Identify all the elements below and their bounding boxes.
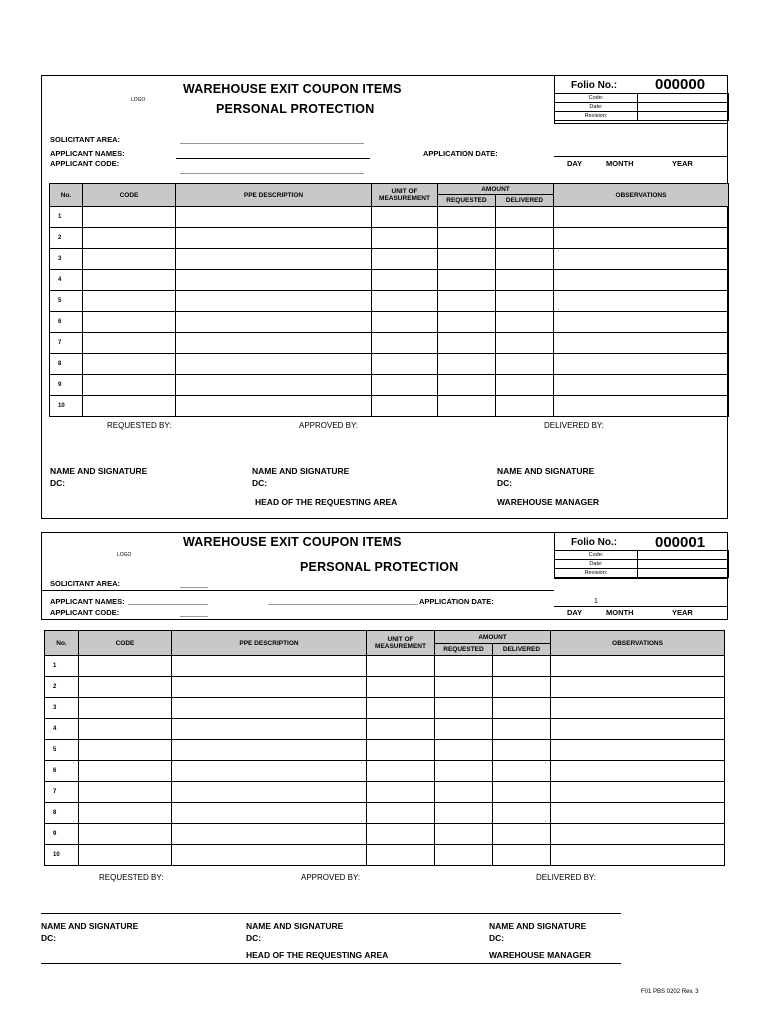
coupon-2-folio-label: Folio No.:	[571, 537, 618, 548]
coupon-2-dc-1: DC:	[41, 933, 57, 943]
cell-requested[interactable]	[435, 824, 493, 845]
header-no: No.	[45, 631, 79, 656]
table-row	[50, 354, 729, 375]
row-number: 8	[50, 354, 83, 375]
header-unit-line2: MEASUREMENT	[375, 643, 426, 650]
cell-requested[interactable]	[438, 207, 496, 228]
cell-requested[interactable]	[435, 740, 493, 761]
cell-requested[interactable]	[435, 782, 493, 803]
table-row	[50, 396, 729, 417]
cell-observations[interactable]	[551, 698, 725, 719]
coupon-2-delivered-by: DELIVERED BY:	[536, 873, 597, 882]
table-row	[45, 719, 725, 740]
cell-requested[interactable]	[438, 354, 496, 375]
header-delivered: DELIVERED	[496, 195, 554, 207]
header-code: CODE	[79, 631, 172, 656]
meta-revision-label: Revision:	[555, 112, 638, 121]
coupon-1-solicitant-area-field[interactable]	[180, 143, 364, 144]
cell-ppe[interactable]	[172, 845, 367, 866]
row-number: 2	[45, 677, 79, 698]
coupon-2-date-day: DAY	[567, 608, 583, 617]
table-row	[45, 782, 725, 803]
coupon-2-folio-number[interactable]: 000001	[655, 534, 706, 551]
cell-delivered[interactable]	[496, 207, 554, 228]
row-number: 9	[45, 824, 79, 845]
cell-ppe[interactable]	[172, 803, 367, 824]
cell-delivered[interactable]	[496, 291, 554, 312]
header-delivered: DELIVERED	[493, 644, 551, 656]
cell-unit[interactable]	[367, 740, 435, 761]
cell-unit[interactable]	[367, 677, 435, 698]
coupon-2-items-table	[44, 630, 725, 866]
coupon-2-signature-2: NAME AND SIGNATURE	[246, 921, 344, 931]
cell-requested[interactable]	[435, 845, 493, 866]
cell-delivered[interactable]	[496, 228, 554, 249]
coupon-2-header-close	[41, 619, 728, 620]
coupon-1-date-month: MONTH	[606, 159, 634, 168]
table-row	[50, 270, 729, 291]
coupon-2-warehouse-manager: WAREHOUSE MANAGER	[489, 950, 592, 960]
cell-observations[interactable]	[551, 656, 725, 677]
coupon-2-meta-table	[554, 550, 729, 578]
cell-code[interactable]	[83, 228, 176, 249]
coupon-1-applicant-code-label: APPLICANT CODE:	[50, 159, 120, 168]
cell-observations[interactable]	[554, 396, 729, 417]
cell-unit[interactable]	[372, 354, 438, 375]
meta-date-label: Date:	[555, 103, 638, 112]
row-number: 7	[50, 333, 83, 354]
table-row	[50, 207, 729, 228]
cell-code[interactable]	[79, 803, 172, 824]
coupon-1-subtitle: PERSONAL PROTECTION	[216, 102, 375, 116]
cell-code[interactable]	[83, 312, 176, 333]
cell-delivered[interactable]	[496, 312, 554, 333]
cell-unit[interactable]	[372, 333, 438, 354]
cell-code[interactable]	[79, 719, 172, 740]
cell-delivered[interactable]	[493, 656, 551, 677]
cell-delivered[interactable]	[493, 782, 551, 803]
cell-ppe[interactable]	[172, 698, 367, 719]
cell-requested[interactable]	[435, 698, 493, 719]
cell-unit[interactable]	[372, 228, 438, 249]
meta-date-label: Date:	[555, 560, 638, 569]
header-requested: REQUESTED	[438, 195, 496, 207]
cell-requested[interactable]	[438, 270, 496, 291]
cell-delivered[interactable]	[496, 396, 554, 417]
cell-code[interactable]	[79, 740, 172, 761]
meta-revision-label: Revision:	[555, 569, 638, 578]
cell-delivered[interactable]	[493, 719, 551, 740]
row-number: 9	[50, 375, 83, 396]
coupon-2-solicitant-area-label: SOLICITANT AREA:	[50, 579, 120, 588]
cell-ppe[interactable]	[172, 782, 367, 803]
cell-unit[interactable]	[372, 312, 438, 333]
cell-observations[interactable]	[551, 803, 725, 824]
cell-observations[interactable]	[554, 249, 729, 270]
coupon-1-logo: LOGO	[131, 97, 146, 103]
row-number: 6	[50, 312, 83, 333]
cell-requested[interactable]	[435, 761, 493, 782]
cell-unit[interactable]	[367, 803, 435, 824]
table-row	[45, 740, 725, 761]
cell-observations[interactable]	[551, 824, 725, 845]
coupon-1-folio-label: Folio No.:	[571, 80, 618, 91]
coupon-1-date-year: YEAR	[672, 159, 693, 168]
cell-ppe[interactable]	[172, 677, 367, 698]
row-number: 3	[45, 698, 79, 719]
coupon-2-requested-by: REQUESTED BY:	[99, 873, 164, 882]
cell-unit[interactable]	[372, 207, 438, 228]
cell-requested[interactable]	[438, 228, 496, 249]
table-row	[45, 698, 725, 719]
coupon-2-dc-2: DC:	[246, 933, 262, 943]
row-number: 5	[50, 291, 83, 312]
meta-code-value[interactable]	[638, 94, 729, 103]
coupon-1-requested-by: REQUESTED BY:	[107, 421, 172, 430]
header-unit-line1: UNIT OF	[387, 636, 414, 643]
cell-observations[interactable]	[554, 375, 729, 396]
cell-code[interactable]	[83, 375, 176, 396]
header-ppe-description: PPE DESCRIPTION	[172, 631, 367, 656]
cell-unit[interactable]	[367, 782, 435, 803]
coupon-1-meta-table	[554, 93, 729, 121]
coupon-2-signature-1: NAME AND SIGNATURE	[41, 921, 139, 931]
cell-delivered[interactable]	[493, 677, 551, 698]
coupon-2-logo: LOGO	[117, 552, 132, 558]
cell-unit[interactable]	[367, 824, 435, 845]
cell-unit[interactable]	[367, 761, 435, 782]
cell-unit[interactable]	[372, 249, 438, 270]
cell-delivered[interactable]	[493, 803, 551, 824]
table-row	[45, 824, 725, 845]
coupon-2-dc-3: DC:	[489, 933, 505, 943]
table-row	[50, 312, 729, 333]
coupon-1-title: WAREHOUSE EXIT COUPON ITEMS	[183, 82, 402, 96]
coupon-1-dc-2: DC:	[252, 478, 268, 488]
header-observations: OBSERVATIONS	[551, 631, 725, 656]
coupon-1-items-table	[49, 183, 729, 417]
table-row	[45, 677, 725, 698]
row-number: 2	[50, 228, 83, 249]
row-number: 4	[45, 719, 79, 740]
coupon-2-application-date-label: APPLICATION DATE:	[419, 597, 494, 606]
row-number: 8	[45, 803, 79, 824]
header-unit-line2: MEASUREMENT	[379, 195, 430, 202]
cell-unit[interactable]	[372, 375, 438, 396]
cell-code[interactable]	[83, 396, 176, 417]
cell-requested[interactable]	[435, 803, 493, 824]
cell-observations[interactable]	[551, 845, 725, 866]
coupon-2-bottom-line	[41, 963, 621, 964]
cell-delivered[interactable]	[496, 270, 554, 291]
coupon-2-applicant-names-field-b[interactable]	[268, 604, 418, 605]
meta-date-value[interactable]	[638, 560, 729, 569]
coupon-2-title: WAREHOUSE EXIT COUPON ITEMS	[183, 535, 402, 549]
cell-delivered[interactable]	[496, 354, 554, 375]
cell-ppe[interactable]	[176, 270, 372, 291]
cell-unit[interactable]	[372, 270, 438, 291]
coupon-1-applicant-code-field[interactable]	[180, 173, 364, 174]
cell-observations[interactable]	[551, 761, 725, 782]
form-footer-code: F01 PBS 0202 Rev. 3	[641, 989, 699, 995]
cell-requested[interactable]	[438, 312, 496, 333]
cell-observations[interactable]	[551, 719, 725, 740]
cell-ppe[interactable]	[176, 228, 372, 249]
cell-code[interactable]	[79, 824, 172, 845]
table-row	[50, 333, 729, 354]
coupon-1-signature-1: NAME AND SIGNATURE	[50, 466, 148, 476]
cell-ppe[interactable]	[176, 354, 372, 375]
coupon-1-date-line[interactable]	[554, 156, 728, 157]
cell-unit[interactable]	[367, 719, 435, 740]
meta-code-label: Code:	[555, 94, 638, 103]
coupon-1-applicant-names-field[interactable]	[176, 158, 370, 159]
cell-requested[interactable]	[438, 249, 496, 270]
coupon-2-applicant-names-field-a[interactable]	[128, 604, 208, 605]
row-number: 4	[50, 270, 83, 291]
cell-code[interactable]	[79, 677, 172, 698]
cell-code[interactable]	[83, 333, 176, 354]
cell-requested[interactable]	[435, 719, 493, 740]
cell-unit[interactable]	[367, 845, 435, 866]
header-unit-of-measurement	[367, 631, 435, 656]
header-observations: OBSERVATIONS	[554, 184, 729, 207]
row-number: 10	[45, 845, 79, 866]
row-number: 10	[50, 396, 83, 417]
table-row	[45, 803, 725, 824]
cell-ppe[interactable]	[172, 740, 367, 761]
coupon-2-signature-top-line	[41, 913, 621, 914]
cell-observations[interactable]	[551, 677, 725, 698]
cell-ppe[interactable]	[176, 375, 372, 396]
coupon-1-approved-by: APPROVED BY:	[299, 421, 359, 430]
header-code: CODE	[83, 184, 176, 207]
cell-observations[interactable]	[551, 782, 725, 803]
cell-requested[interactable]	[438, 375, 496, 396]
cell-code[interactable]	[79, 845, 172, 866]
cell-observations[interactable]	[551, 740, 725, 761]
coupon-2-head-area: HEAD OF THE REQUESTING AREA	[246, 950, 389, 960]
cell-observations[interactable]	[554, 270, 729, 291]
meta-code-value[interactable]	[638, 551, 729, 560]
row-number: 6	[45, 761, 79, 782]
cell-requested[interactable]	[435, 677, 493, 698]
coupon-2-subtitle: PERSONAL PROTECTION	[300, 560, 459, 574]
coupon-1-applicant-names-label: APPLICANT NAMES:	[50, 149, 125, 158]
table-row	[45, 845, 725, 866]
cell-unit[interactable]	[372, 396, 438, 417]
header-requested: REQUESTED	[435, 644, 493, 656]
table-row	[50, 249, 729, 270]
coupon-1-folio-number[interactable]: 000000	[655, 76, 706, 93]
coupon-1-signature-3: NAME AND SIGNATURE	[497, 466, 595, 476]
coupon-1-date-day: DAY	[567, 159, 583, 168]
cell-observations[interactable]	[554, 228, 729, 249]
cell-delivered[interactable]	[496, 333, 554, 354]
cell-code[interactable]	[83, 249, 176, 270]
cell-delivered[interactable]	[493, 761, 551, 782]
coupon-2-signature-3: NAME AND SIGNATURE	[489, 921, 587, 931]
header-unit-of-measurement	[372, 184, 438, 207]
cell-unit[interactable]	[367, 698, 435, 719]
coupon-2-solicitant-area-field[interactable]	[180, 587, 208, 588]
coupon-2-applicant-code-label: APPLICANT CODE:	[50, 608, 120, 617]
cell-observations[interactable]	[554, 312, 729, 333]
header-unit-line1: UNIT OF	[391, 188, 418, 195]
table-row	[45, 656, 725, 677]
row-number: 1	[45, 656, 79, 677]
cell-delivered[interactable]	[493, 740, 551, 761]
cell-ppe[interactable]	[172, 824, 367, 845]
coupon-2-date-line[interactable]	[554, 606, 728, 607]
cell-observations[interactable]	[554, 333, 729, 354]
meta-revision-value[interactable]	[638, 569, 729, 578]
coupon-1-dc-1: DC:	[50, 478, 66, 488]
cell-code[interactable]	[83, 354, 176, 375]
cell-delivered[interactable]	[496, 375, 554, 396]
table-row	[50, 228, 729, 249]
coupon-2-left-border	[41, 532, 42, 619]
meta-revision-value[interactable]	[638, 112, 729, 121]
cell-observations[interactable]	[554, 291, 729, 312]
cell-ppe[interactable]	[176, 291, 372, 312]
cell-ppe[interactable]	[176, 396, 372, 417]
coupon-1-delivered-by: DELIVERED BY:	[544, 421, 605, 430]
meta-code-label: Code:	[555, 551, 638, 560]
cell-code[interactable]	[83, 270, 176, 291]
row-number: 3	[50, 249, 83, 270]
row-number: 5	[45, 740, 79, 761]
cell-requested[interactable]	[438, 291, 496, 312]
cell-ppe[interactable]	[172, 719, 367, 740]
cell-ppe[interactable]	[176, 333, 372, 354]
coupon-2-separator	[41, 590, 554, 591]
coupon-1-warehouse-manager: WAREHOUSE MANAGER	[497, 497, 600, 507]
coupon-2-date-value[interactable]: 1	[594, 598, 598, 605]
meta-date-value[interactable]	[638, 103, 729, 112]
cell-requested[interactable]	[438, 396, 496, 417]
coupon-1-dc-3: DC:	[497, 478, 513, 488]
coupon-2-approved-by: APPROVED BY:	[301, 873, 361, 882]
cell-ppe[interactable]	[172, 761, 367, 782]
cell-ppe[interactable]	[176, 312, 372, 333]
cell-delivered[interactable]	[493, 845, 551, 866]
coupon-1-signature-2: NAME AND SIGNATURE	[252, 466, 350, 476]
cell-code[interactable]	[79, 782, 172, 803]
cell-delivered[interactable]	[496, 249, 554, 270]
cell-code[interactable]	[83, 207, 176, 228]
cell-delivered[interactable]	[493, 698, 551, 719]
coupon-1-application-date-label: APPLICATION DATE:	[423, 149, 498, 158]
header-no: No.	[50, 184, 83, 207]
coupon-2-applicant-names-label: APPLICANT NAMES:	[50, 597, 125, 606]
table-row	[50, 291, 729, 312]
header-amount: AMOUNT	[438, 184, 554, 195]
header-amount: AMOUNT	[435, 631, 551, 644]
cell-ppe[interactable]	[176, 207, 372, 228]
cell-requested[interactable]	[438, 333, 496, 354]
header-ppe-description: PPE DESCRIPTION	[176, 184, 372, 207]
cell-observations[interactable]	[554, 207, 729, 228]
cell-delivered[interactable]	[493, 824, 551, 845]
cell-code[interactable]	[79, 761, 172, 782]
coupon-2-date-month: MONTH	[606, 608, 634, 617]
cell-code[interactable]	[79, 698, 172, 719]
cell-unit[interactable]	[367, 656, 435, 677]
table-row	[50, 375, 729, 396]
cell-ppe[interactable]	[176, 249, 372, 270]
cell-ppe[interactable]	[172, 656, 367, 677]
coupon-1-solicitant-area-label: SOLICITANT AREA:	[50, 135, 120, 144]
coupon-1-head-area: HEAD OF THE REQUESTING AREA	[255, 497, 398, 507]
coupon-2-date-year: YEAR	[672, 608, 693, 617]
table-row	[45, 761, 725, 782]
cell-observations[interactable]	[554, 354, 729, 375]
cell-code[interactable]	[79, 656, 172, 677]
coupon-2-header-bottom	[554, 578, 728, 579]
row-number: 7	[45, 782, 79, 803]
row-number: 1	[50, 207, 83, 228]
cell-unit[interactable]	[372, 291, 438, 312]
coupon-2-applicant-code-field[interactable]	[180, 616, 208, 617]
cell-requested[interactable]	[435, 656, 493, 677]
cell-code[interactable]	[83, 291, 176, 312]
